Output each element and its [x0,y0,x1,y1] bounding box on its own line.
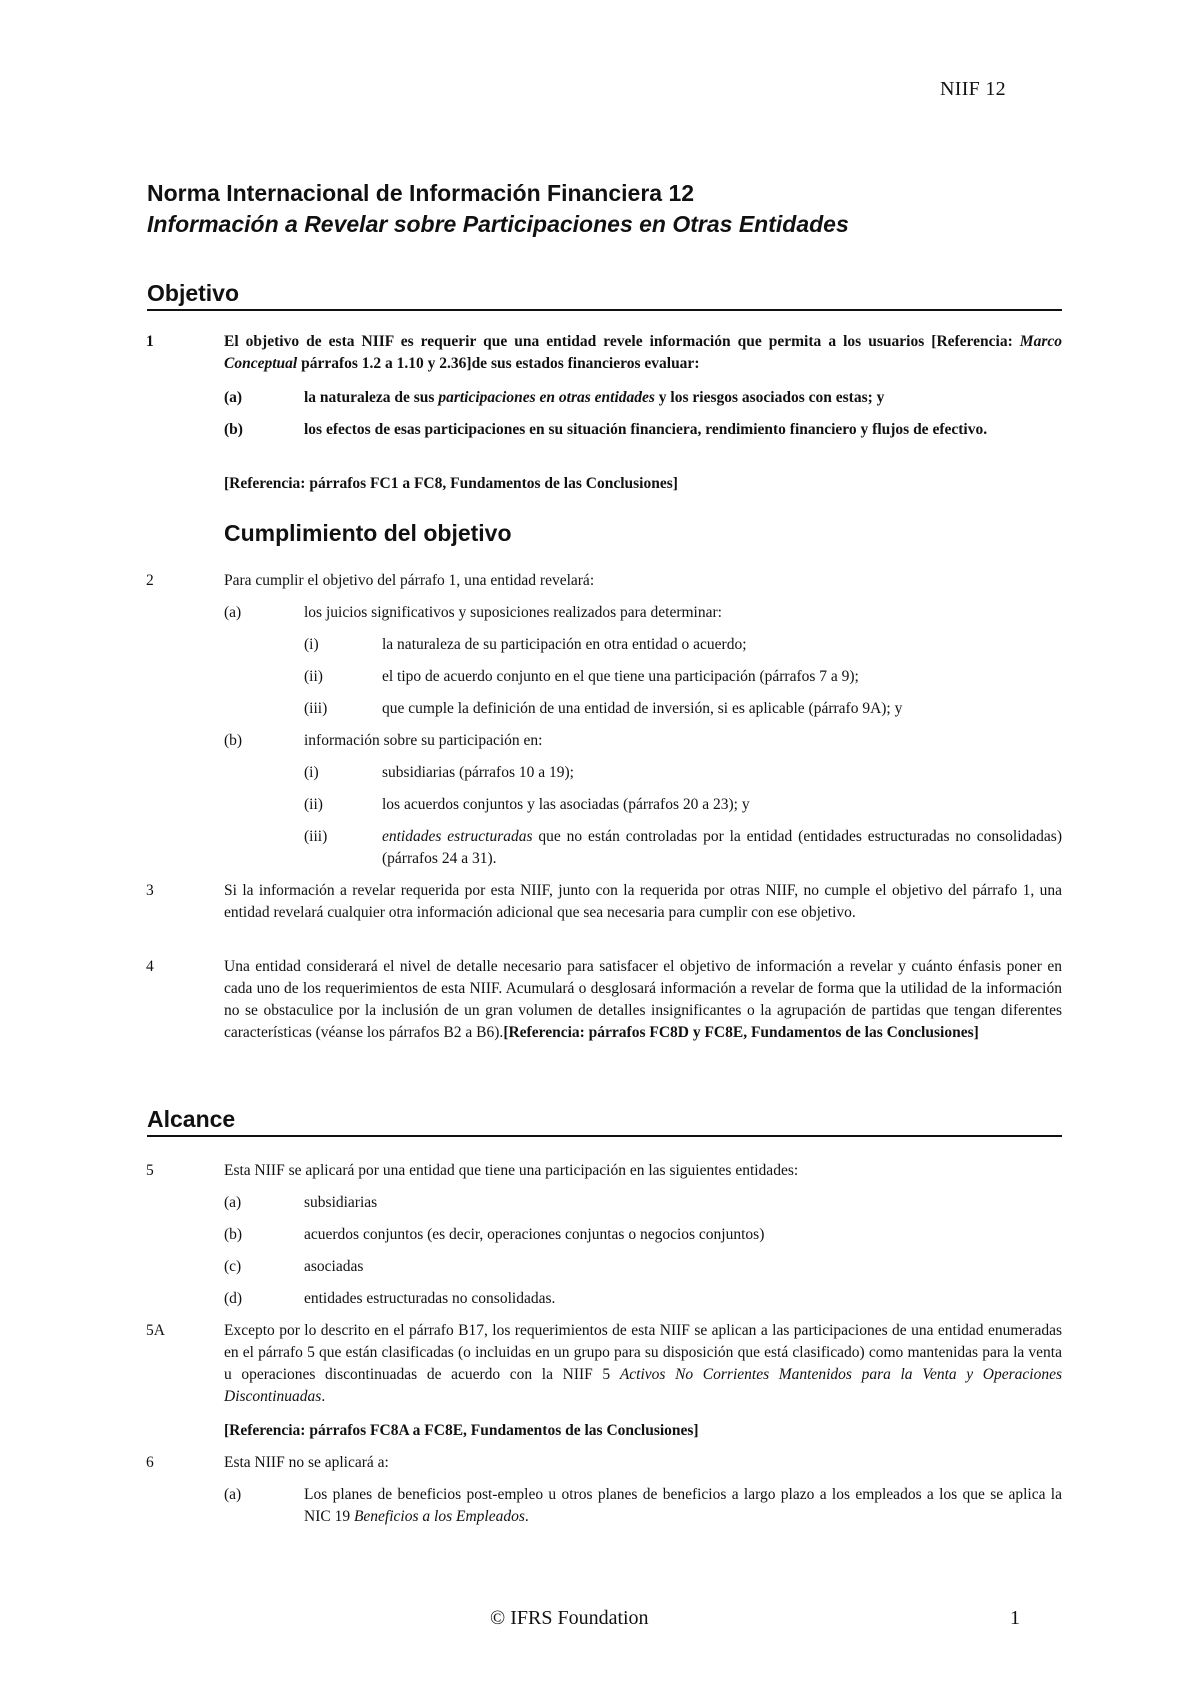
paragraph-5-item-d-text: entidades estructuradas no consolidadas. [304,1290,556,1307]
paragraph-6-text: Esta NIIF no se aplicará a: [224,1454,389,1471]
paragraph-2-item-b-iii-label: (iii) [304,828,328,845]
paragraph-2-item-a-iii-text: que cumple la definición de una entidad de inversión, si es aplicable (párrafo 9A); y [382,700,903,717]
paragraph-5-item-a-label: (a) [224,1194,242,1211]
paragraph-5-item-c-label: (c) [224,1258,242,1275]
sub-heading-cumplimiento: Cumplimiento del objetivo [224,520,512,546]
paragraph-1-item-b-text: los efectos de esas participaciones en su situación financiera, rendimiento financiero y flujos de efectivo. [304,421,988,438]
paragraph-6-item-a-text: Los planes de beneficios post-empleo u otros planes de beneficios a largo plazo a los empleados a los que se aplica la NIC 19 Beneficios a los Empleados. [304,1486,1062,1525]
paragraph-1-text: El objetivo de esta NIIF es requerir que una entidad revele información que permita a los usuarios [Referencia: Marco Conceptual párrafos 1.2 a 1.10 y 2.36]de sus estados financieros evaluar: [224,333,1062,372]
section-heading-objetivo: Objetivo [147,278,1062,311]
paragraph-2-item-b-ii-label: (ii) [304,796,323,813]
paragraph-2-item-a-label: (a) [224,604,242,621]
paragraph-3-text: Si la información a revelar requerida por esta NIIF, junto con la requerida por otras NIIF, no cumple el objetivo del párrafo 1, una entidad revelará cualquier otra información adicional que sea necesaria para cumplir con ese objetivo. [224,882,1062,921]
paragraph-2-text: Para cumplir el objetivo del párrafo 1, una entidad revelará: [224,572,595,589]
paragraph-1-item-a-label: (a) [224,389,243,406]
paragraph-5-item-a-text: subsidiarias [304,1194,378,1211]
paragraph-number-5a: 5A [146,1322,165,1339]
paragraph-2-item-a-i-label: (i) [304,636,319,653]
paragraph-number-2: 2 [146,572,154,589]
paragraph-2-item-b-label: (b) [224,732,243,749]
paragraph-2-item-b-ii-text: los acuerdos conjuntos y las asociadas (párrafos 20 a 23); y [382,796,750,813]
paragraph-6-item-a-label: (a) [224,1486,242,1503]
paragraph-2-item-a-i-text: la naturaleza de su participación en otra entidad o acuerdo; [382,636,747,653]
paragraph-number-4: 4 [146,958,154,975]
paragraph-2-item-b-text: información sobre su participación en: [304,732,543,749]
paragraph-5a-text: Excepto por lo descrito en el párrafo B17, los requerimientos de esta NIIF se aplican a las participaciones de una entidad enumeradas en el párrafo 5 que están clasificadas (o incluidas en un grupo para su disposición que está clasificado) como mantenidas para la venta u operaciones discontinuadas de acuerdo con la NIIF 5 Activos No Corrientes Mantenidos para la Venta y Operaciones Discontinuadas. [224,1322,1063,1405]
paragraph-2-item-a-ii-label: (ii) [304,668,323,685]
paragraph-number-3: 3 [146,882,154,899]
footer-page-number: 1 [1010,1607,1020,1629]
paragraph-1-reference: [Referencia: párrafos FC1 a FC8, Fundamentos de las Conclusiones] [224,475,678,492]
paragraph-2-item-a-iii-label: (iii) [304,700,328,717]
paragraph-2-item-b-i-text: subsidiarias (párrafos 10 a 19); [382,764,574,781]
paragraph-2-item-b-i-label: (i) [304,764,319,781]
footer-copyright: © IFRS Foundation [490,1607,649,1629]
page-header-label: NIIF 12 [940,78,1006,100]
paragraph-5-item-b-label: (b) [224,1226,243,1243]
document-title [147,178,1067,240]
paragraph-number-6: 6 [146,1454,154,1471]
paragraph-5-text: Esta NIIF se aplicará por una entidad que tiene una participación en las siguientes entidades: [224,1162,799,1179]
paragraph-5-item-c-text: asociadas [304,1258,364,1275]
section-heading-alcance: Alcance [147,1104,1062,1137]
title-line-2: Información a Revelar sobre Participaciones en Otras Entidades [147,211,849,237]
paragraph-number-5: 5 [146,1162,154,1179]
paragraph-1-item-b-label: (b) [224,421,243,438]
paragraph-4-reference: [Referencia: párrafos FC8D y FC8E, Fundamentos de las Conclusiones] [503,1024,979,1041]
paragraph-2-item-b-iii-text: entidades estructuradas que no están controladas por la entidad (entidades estructuradas no consolidadas) (párrafos 24 a 31). [382,828,1062,867]
paragraph-2-item-a-text: los juicios significativos y suposiciones realizados para determinar: [304,604,722,621]
paragraph-5-item-b-text: acuerdos conjuntos (es decir, operaciones conjuntas o negocios conjuntos) [304,1226,765,1243]
title-line-1: Norma Internacional de Información Financiera 12 [147,180,695,206]
paragraph-5-item-d-label: (d) [224,1290,243,1307]
paragraph-5a-reference: [Referencia: párrafos FC8A a FC8E, Fundamentos de las Conclusiones] [224,1422,699,1439]
paragraph-number-1: 1 [146,333,154,350]
paragraph-4-text: Una entidad considerará el nivel de detalle necesario para satisfacer el objetivo de información a revelar y cuánto énfasis poner en cada uno de los requerimientos de esta NIIF. Acumulará o desglosará información a revelar de forma que la utilidad de la información no se obstaculice por la inclusión de un gran volumen de detalles insignificantes o la agrupación de partidas que tengan diferentes características (véanse los párrafos B2 a B6).[Referencia: párrafos FC8D y FC8E, Fundamentos de las Conclusiones] [224,958,1062,1041]
paragraph-1-item-a-text: la naturaleza de sus participaciones en otras entidades y los riesgos asociados con estas; y [304,389,885,406]
paragraph-2-item-a-ii-text: el tipo de acuerdo conjunto en el que tiene una participación (párrafos 7 a 9); [382,668,859,685]
